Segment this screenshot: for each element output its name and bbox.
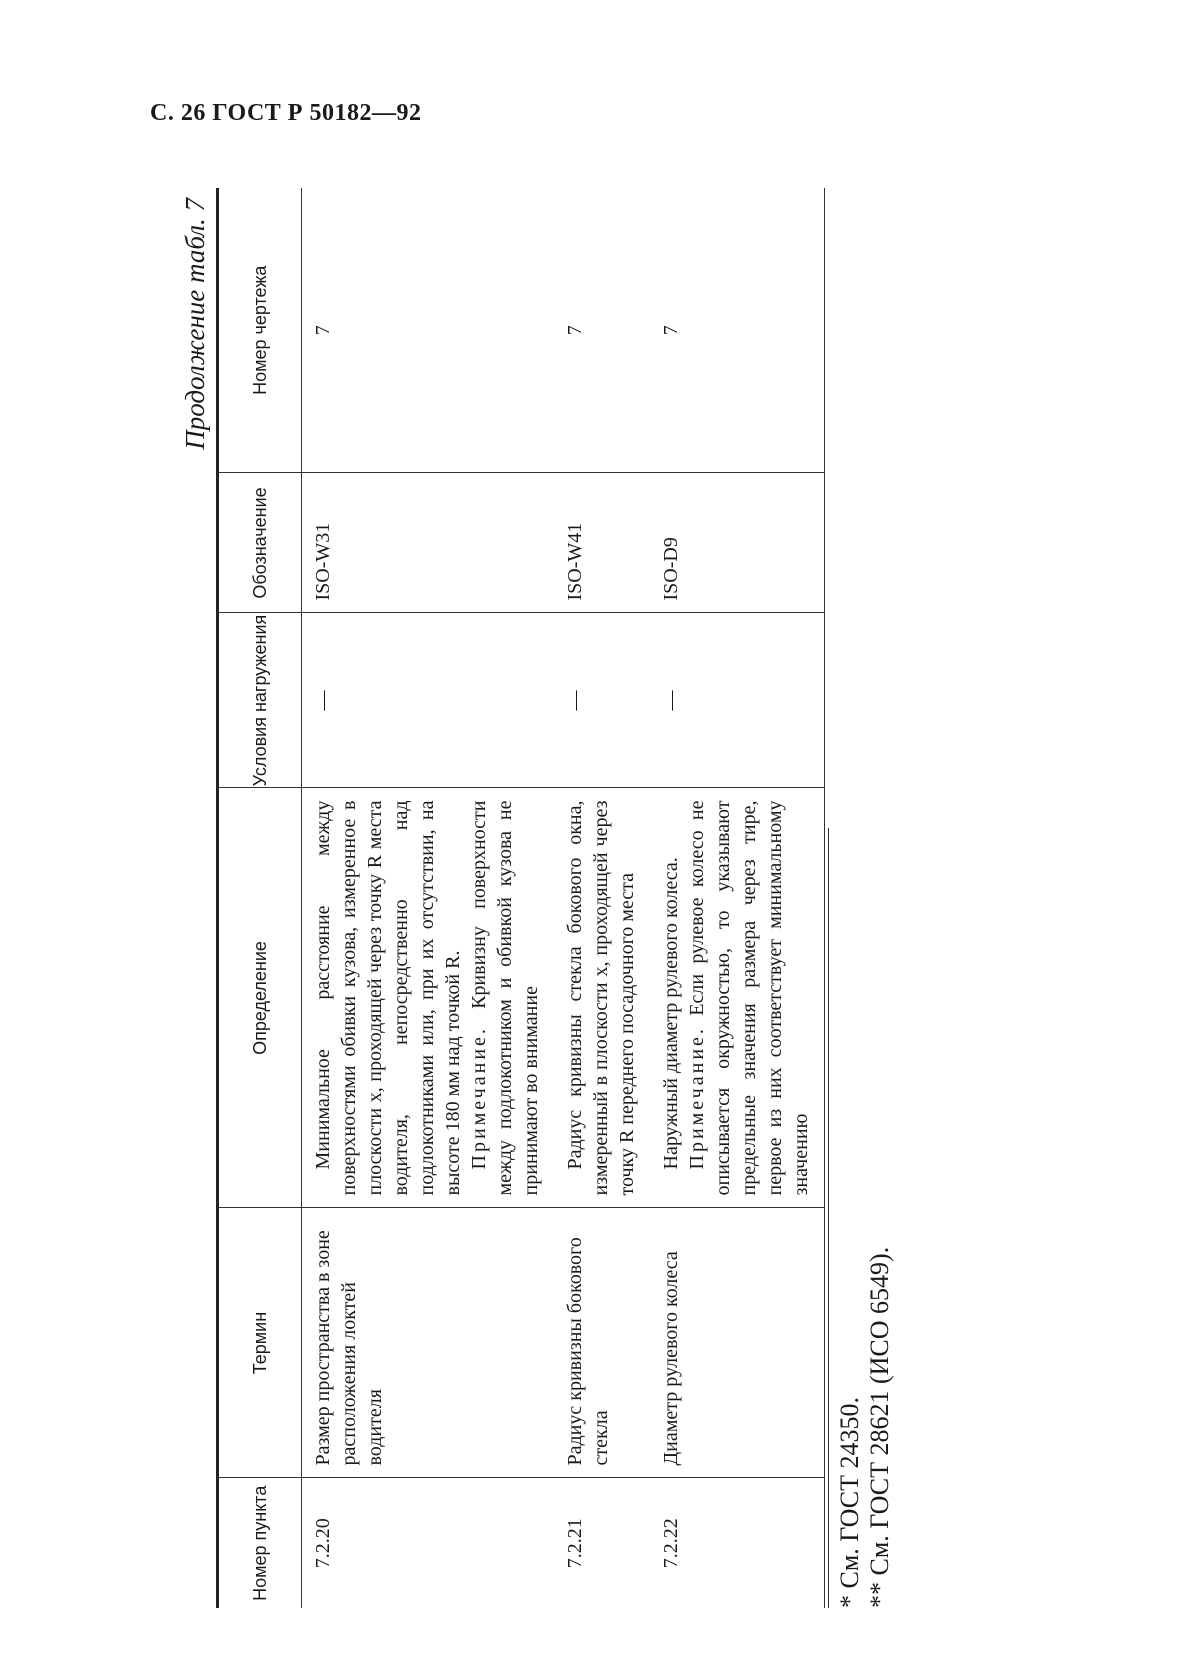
header-definition: Определение	[218, 788, 302, 1208]
row-term: Диаметр рулевого колеса	[650, 1208, 825, 1478]
row-number: 7.2.20	[312, 1518, 334, 1569]
header-number: Номер пункта	[218, 1478, 302, 1608]
note-label: Примечание.	[468, 1026, 490, 1170]
definition-text: Минимальное расстояние между поверхностями обивки кузова, измеренное в плоскости x, проходящей через точку R места водителя, непосредственно над подлокотниками или, при их отсутствии, на высоте 180 мм над точкой R.	[312, 800, 464, 1196]
header-drawing: Номер чертежа	[218, 188, 302, 473]
table-caption: Продолжение табл. 7	[180, 198, 210, 450]
footnote: ** См. ГОСТ 28621 (ИСО 6549).	[865, 1246, 894, 1608]
table-row	[650, 188, 825, 1608]
table-row	[554, 188, 650, 1608]
note-label: Примечание.	[686, 1026, 708, 1170]
row-designation: ISO-W31	[302, 473, 555, 613]
row-number: 7.2.22	[650, 1478, 825, 1608]
page-header: С. 26 ГОСТ Р 50182—92	[150, 100, 422, 126]
table-row	[302, 188, 555, 1608]
definition-text: Радиус кривизны стекла бокового окна, измеренный в плоскости x, проходящей через точку R переднего посадочного места	[564, 800, 638, 1196]
row-definition	[302, 788, 555, 1208]
table-header-row	[218, 188, 302, 1608]
header-term: Термин	[218, 1208, 302, 1478]
note-text: Кривизну поверхности между подлокотником и обивкой кузова не принимают во внимание	[468, 800, 542, 1196]
note-paragraph	[684, 801, 814, 1196]
row-definition	[554, 788, 650, 1208]
rotated-table-block	[180, 188, 894, 1608]
row-definition	[650, 788, 825, 1208]
row-drawing: 7	[302, 188, 555, 473]
row-number: 7.2.21	[564, 1518, 586, 1569]
terms-table	[216, 188, 825, 1608]
row-conditions: —	[650, 613, 825, 788]
footnote: * См. ГОСТ 24350.	[835, 1397, 864, 1608]
definition-text: Наружный диаметр рулевого колеса.	[660, 857, 682, 1170]
footnotes	[828, 828, 895, 1608]
row-term: Радиус кривизны бокового стекла	[554, 1208, 650, 1478]
row-drawing: 7	[650, 188, 825, 473]
note-text: Если рулевое колесо не описывается окружностью, то указывают предельные значения размера через тире, первое из них соответствует минимальному значению	[686, 800, 812, 1196]
note-paragraph	[466, 801, 544, 1196]
row-term: Размер пространства в зоне расположения локтей водителя	[302, 1208, 555, 1478]
header-designation: Обозначение	[218, 473, 302, 613]
row-designation: ISO-D9	[650, 473, 825, 613]
row-designation: ISO-W41	[554, 473, 650, 613]
row-conditions: —	[554, 613, 650, 788]
row-conditions: —	[302, 613, 555, 788]
header-conditions: Условия нагружения	[218, 613, 302, 788]
row-drawing: 7	[554, 188, 650, 473]
